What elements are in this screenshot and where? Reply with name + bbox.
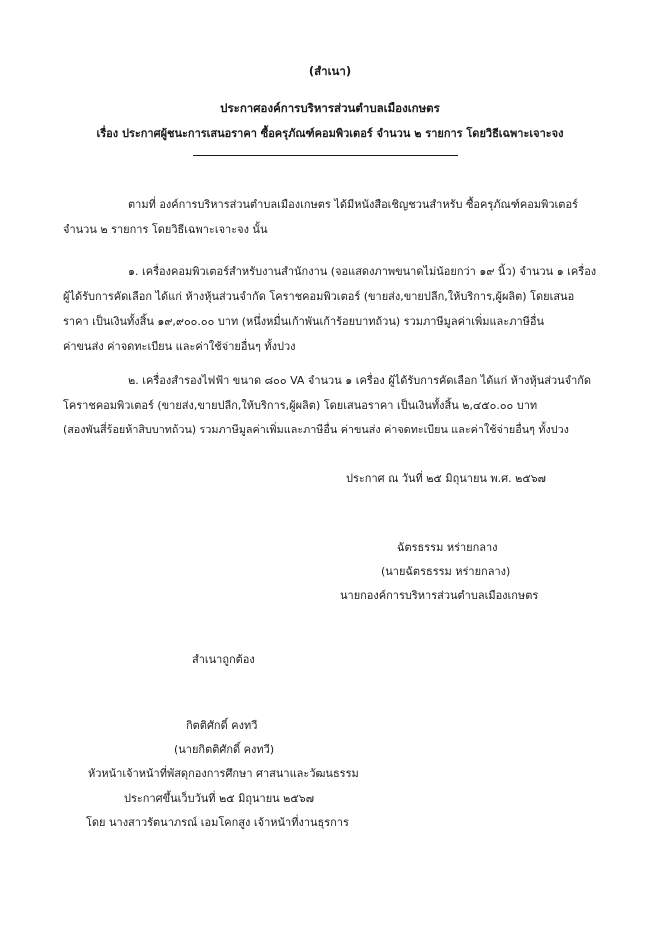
announce-date: ประกาศ ณ วันที่ ๒๕ มิถุนายน พ.ศ. ๒๕๖๗ — [346, 472, 546, 485]
copy-mark: (สำเนา) — [308, 64, 352, 78]
intro-line-1: ตามที่ องค์การบริหารส่วนตำบลเมืองเกษตร ได้มีหนังสือเชิญชวนสำหรับ ซื้อครุภัณฑ์คอมพิวเตอร์ — [128, 198, 578, 211]
certified-copy-label: สำเนาถูกต้อง — [192, 653, 255, 666]
certifier-signature: กิตติศักดิ์ คงทวี — [186, 719, 258, 732]
item1-line-1: ๑. เครื่องคอมพิวเตอร์สำหรับงานสำนักงาน (จอแสดงภาพขนาดไม่น้อยกว่า ๑๙ นิ้ว) จำนวน ๑ เครื่อง — [128, 265, 597, 278]
certifier-position: หัวหน้าเจ้าหน้าที่พัสดุกองการศึกษา ศาสนาและวัฒนธรรม — [88, 767, 359, 780]
announcement-subject: เรื่อง ประกาศผู้ชนะการเสนอราคา ซื้อครุภัณฑ์คอมพิวเตอร์ จำนวน ๒ รายการ โดยวิธีเฉพาะเจาะจง — [96, 127, 564, 140]
web-post-date: ประกาศขึ้นเว็บวันที่ ๒๕ มิถุนายน ๒๕๖๗ — [124, 792, 314, 805]
item1-line-2: ผู้ได้รับการคัดเลือก ได้แก่ ห้างหุ้นส่วนจำกัด โคราชคอมพิวเตอร์ (ขายส่ง,ขายปลีก,ให้บริการ,ผู้ผลิต) โดยเสนอ — [63, 290, 575, 303]
item2-line-3: (สองพันสี่ร้อยห้าสิบบาทถ้วน) รวมภาษีมูลค่าเพิ่มและภาษีอื่น ค่าขนส่ง ค่าจดทะเบียน และค่าใช้จ่ายอื่นๆ ทั้งปวง — [63, 423, 569, 436]
mayor-signature: ฉัตรธรรม หร่ายกลาง — [397, 541, 498, 554]
intro-line-2: จำนวน ๒ รายการ โดยวิธีเฉพาะเจาะจง นั้น — [63, 223, 268, 236]
title-divider — [193, 155, 458, 156]
certifier-name: (นายกิตติศักดิ์ คงทวี) — [174, 743, 275, 756]
item1-line-3: ราคา เป็นเงินทั้งสิ้น ๑๙,๙๐๐.๐๐ บาท (หนึ่งหมื่นเก้าพันเก้าร้อยบาทถ้วน) รวมภาษีมูลค่าเพิ่มและภาษีอื่น — [63, 315, 545, 328]
item2-line-1: ๒. เครื่องสำรองไฟฟ้า ขนาด ๘๐๐ VA จำนวน ๑ เครื่อง ผู้ได้รับการคัดเลือก ได้แก่ ห้างหุ้นส่วนจำกัด — [128, 374, 592, 387]
mayor-name: (นายฉัตรธรรม หร่ายกลาง) — [381, 565, 511, 578]
announcement-title: ประกาศองค์การบริหารส่วนตำบลเมืองเกษตร — [220, 101, 440, 115]
item1-line-4: ค่าขนส่ง ค่าจดทะเบียน และค่าใช้จ่ายอื่นๆ ทั้งปวง — [63, 340, 296, 353]
posted-by: โดย นางสาวรัตนาภรณ์ เอมโคกสูง เจ้าหน้าที่งานธุรการ — [86, 816, 349, 829]
item2-line-2: โคราชคอมพิวเตอร์ (ขายส่ง,ขายปลีก,ให้บริการ,ผู้ผลิต) โดยเสนอราคา เป็นเงินทั้งสิ้น ๒,๔๕๐.๐๐ บาท — [63, 399, 538, 412]
mayor-position: นายกองค์การบริหารส่วนตำบลเมืองเกษตร — [340, 589, 539, 602]
